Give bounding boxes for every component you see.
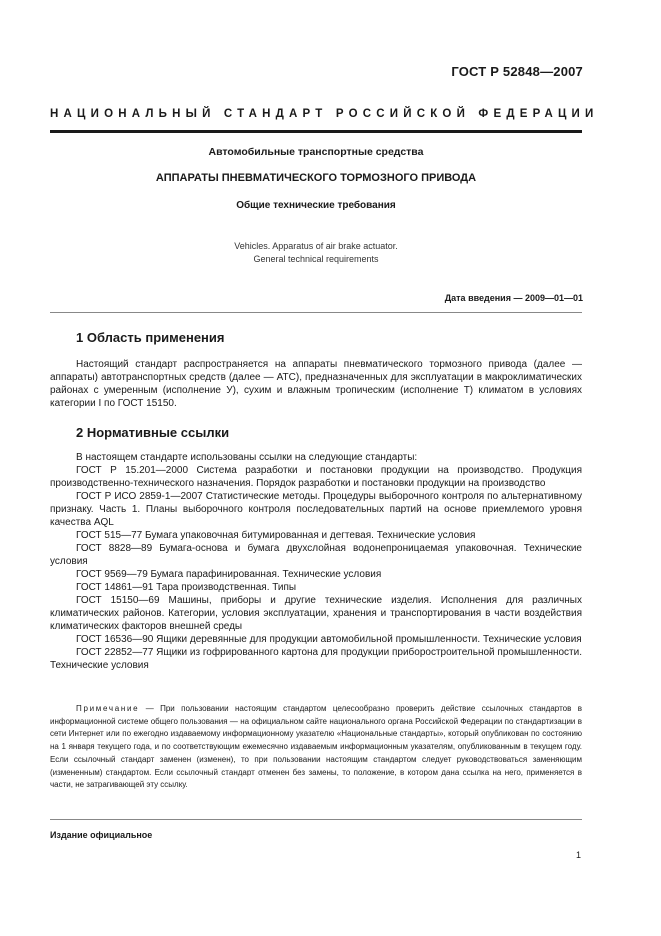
- reference-item: ГОСТ 14861—91 Тара производственная. Типы: [76, 582, 297, 593]
- header-rule: [50, 130, 582, 133]
- reference-item: ГОСТ 15150—69 Машины, приборы и другие технические изделия. Исполнения для различных климатических районов. Категории, условия эксплуатации, хранения и транспортирования в части воздействия климатических факторов внешней среды: [50, 595, 582, 632]
- reference-item: ГОСТ 8828—89 Бумага-основа и бумага двухслойная водонепроницаемая упаковочная. Технические условия: [50, 543, 582, 567]
- section-2-text: [50, 451, 582, 672]
- date-rule: [50, 312, 582, 313]
- reference-note: [50, 703, 582, 792]
- document-subject: Автомобильные транспортные средства: [208, 146, 424, 158]
- reference-item: ГОСТ 16536—90 Ящики деревянные для продукции автомобильной промышленности. Технические условия: [76, 634, 582, 645]
- section-1-paragraph: Настоящий стандарт распространяется на аппараты пневматического тормозного привода (далее — аппараты) автотранспортных средств (далее — АТС), предназначенных для эксплуатации в макроклиматических районах с умеренным (исполнение У), сухим и влажным тропическим (исполнение Т) климатом в условиях категории I по ГОСТ 15150.: [50, 359, 582, 409]
- document-subtitle: Общие технические требования: [236, 200, 396, 211]
- national-standard-banner: НАЦИОНАЛЬНЫЙ СТАНДАРТ РОССИЙСКОЙ ФЕДЕРАЦИИ: [50, 108, 599, 120]
- footer-rule: [50, 819, 582, 820]
- reference-item: ГОСТ Р ИСО 2859-1—2007 Статистические методы. Процедуры выборочного контроля по альтернативному признаку. Часть 1. Планы выборочного контроля последовательных партий на основе приемлемого уровня качества AQL: [50, 491, 582, 528]
- document-number: ГОСТ Р 52848—2007: [451, 64, 583, 79]
- note-label: Примечание: [76, 704, 140, 713]
- english-title-line-1: Vehicles. Apparatus of air brake actuator.: [234, 241, 398, 251]
- reference-intro: В настоящем стандарте использованы ссылки на следующие стандарты:: [76, 452, 418, 463]
- reference-item: ГОСТ 22852—77 Ящики из гофрированного картона для продукции приборостроительной промышленности. Технические условия: [50, 647, 582, 671]
- section-2-heading: 2 Нормативные ссылки: [76, 425, 230, 440]
- page-number: 1: [575, 850, 581, 860]
- english-title-line-2: General technical requirements: [253, 254, 379, 264]
- section-1-text: [50, 358, 582, 410]
- reference-item: ГОСТ Р 15.201—2000 Система разработки и постановки продукции на производство. Продукция производственно-технического назначения. Порядок разработки и постановки продукции на производство: [50, 465, 582, 489]
- section-1-heading: 1 Область применения: [76, 330, 225, 345]
- reference-item: ГОСТ 515—77 Бумага упаковочная битумированная и дегтевая. Технические условия: [76, 530, 476, 541]
- introduction-date: Дата введения — 2009—01—01: [444, 293, 583, 303]
- document-title: АППАРАТЫ ПНЕВМАТИЧЕСКОГО ТОРМОЗНОГО ПРИВОДА: [155, 172, 477, 184]
- note-text: — При пользовании настоящим стандартом целесообразно проверить действие ссылочных стандартов в информационной системе общего пользования — на официальном сайте национального органа Российской Федерации по стандартизации в сети Интернет или по ежегодно издаваемому информационному указателю «Национальные стандарты», который опубликован по состоянию на 1 января текущего года, и по соответствующим ежемесячно издаваемым информационным указателям, опубликованным в текущем году. Если ссылочный стандарт заменен (изменен), то при пользовании настоящим стандартом следует руководствоваться заменяющим (измененным) стандартом. Если ссылочный стандарт отменен без замены, то положение, в котором дана ссылка на него, применяется в части, не затрагивающей эту ссылку.: [50, 704, 582, 790]
- edition-label: Издание официальное: [50, 830, 153, 840]
- english-title: [50, 240, 582, 266]
- reference-item: ГОСТ 9569—79 Бумага парафинированная. Технические условия: [76, 569, 382, 580]
